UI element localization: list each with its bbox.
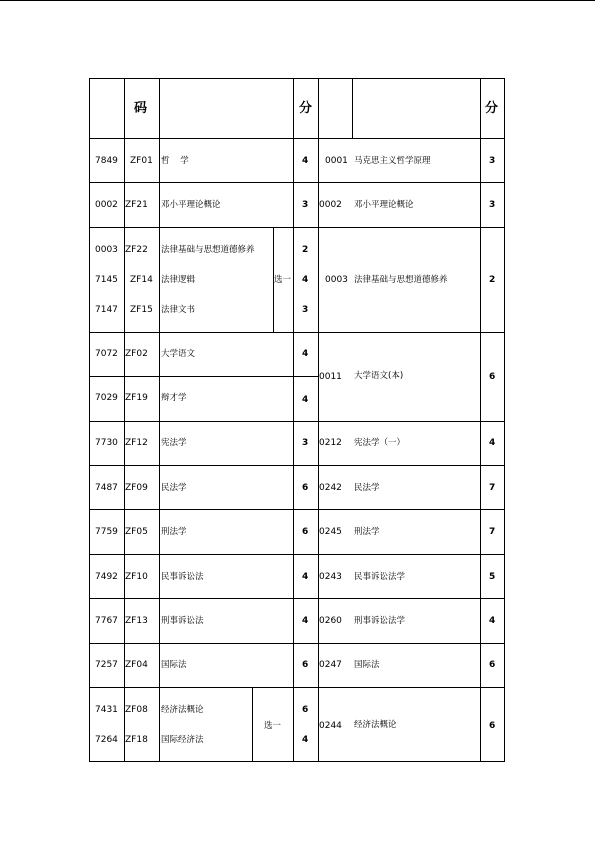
cell-code: ZF14 <box>130 275 153 285</box>
cell-rname: 马克思主义哲学原理 <box>354 156 431 166</box>
cell-rno: 0242 <box>319 483 342 493</box>
cell-credit: 3 <box>302 200 309 210</box>
cell-rno: 0247 <box>319 660 342 670</box>
cell-rno: 0245 <box>319 527 342 537</box>
cell-no: 7487 <box>95 483 118 493</box>
choose-one-divider <box>252 687 253 761</box>
row-line <box>89 182 505 183</box>
table-border-top <box>89 78 505 79</box>
cell-rno: 0003 <box>325 275 348 285</box>
cell-rno: 0243 <box>319 572 342 582</box>
cell-no: 7492 <box>95 572 118 582</box>
cell-rname: 刑事诉讼法学 <box>354 616 406 626</box>
cell-rno: 0001 <box>325 156 348 166</box>
cell-no: 7072 <box>95 349 118 359</box>
cell-code: ZF08 <box>125 705 148 715</box>
cell-no: 7147 <box>95 305 118 315</box>
cell-credit: 4 <box>302 349 309 359</box>
cell-credit: 4 <box>302 156 309 166</box>
col-line <box>159 78 160 762</box>
cell-rno: 0244 <box>319 721 342 731</box>
cell-credit: 6 <box>302 660 309 670</box>
header-credit-left: 分 <box>299 101 313 116</box>
cell-credit: 3 <box>302 305 309 315</box>
cell-name: 经济法概论 <box>161 705 204 715</box>
cell-no: 7145 <box>95 275 118 285</box>
header-code: 码 <box>134 101 148 116</box>
table-border-left <box>89 78 90 762</box>
cell-no: 7759 <box>95 527 118 537</box>
cell-credit: 6 <box>302 705 309 715</box>
row-line <box>89 421 505 422</box>
cell-rcredit: 3 <box>489 156 496 166</box>
header-credit-right: 分 <box>485 101 499 116</box>
cell-rname: 国际法 <box>354 660 380 670</box>
cell-no: 7431 <box>95 705 118 715</box>
cell-no: 7849 <box>95 156 118 166</box>
cell-credit: 4 <box>302 395 309 405</box>
cell-credit: 6 <box>302 527 309 537</box>
row-line <box>89 465 505 466</box>
cell-code: ZF04 <box>125 660 148 670</box>
col-line <box>293 78 294 762</box>
course-equivalence-table <box>89 78 505 762</box>
cell-no: 7264 <box>95 735 118 745</box>
cell-credit: 4 <box>302 572 309 582</box>
row-line <box>89 643 505 644</box>
cell-name: 民法学 <box>161 483 187 493</box>
cell-rcredit: 4 <box>489 438 496 448</box>
cell-name: 法律基础与思想道德修养 <box>161 245 255 255</box>
cell-name: 邓小平理论概论 <box>161 200 221 210</box>
cell-name: 法律逻辑 <box>161 275 196 285</box>
cell-rname: 宪法学（一） <box>354 438 406 448</box>
cell-no: 0002 <box>95 200 118 210</box>
cell-code: ZF01 <box>130 156 153 166</box>
table-border-right <box>504 78 505 762</box>
cell-rno: 0011 <box>319 372 342 382</box>
cell-rcredit: 4 <box>489 616 496 626</box>
cell-code: ZF15 <box>130 305 153 315</box>
cell-credit: 2 <box>302 245 309 255</box>
cell-rcredit: 7 <box>489 483 496 493</box>
cell-rcredit: 6 <box>489 660 496 670</box>
row-line <box>89 227 505 228</box>
cell-name: 国际法 <box>161 660 187 670</box>
cell-name: 民事诉讼法 <box>161 572 204 582</box>
cell-code: ZF13 <box>125 616 148 626</box>
cell-rname: 大学语文(本) <box>354 371 404 381</box>
cell-name: 哲 学 <box>161 156 189 166</box>
cell-rno: 0002 <box>319 200 342 210</box>
cell-code: ZF09 <box>125 483 148 493</box>
cell-rname: 民法学 <box>354 483 380 493</box>
cell-name: 辩才学 <box>161 393 187 403</box>
cell-rcredit: 6 <box>489 372 496 382</box>
row-line <box>89 332 505 333</box>
cell-no: 7767 <box>95 616 118 626</box>
cell-code: ZF21 <box>125 200 148 210</box>
cell-name: 宪法学 <box>161 438 187 448</box>
cell-rname: 刑法学 <box>354 527 380 537</box>
cell-credit: 4 <box>302 735 309 745</box>
col-line <box>352 78 353 138</box>
choose-one-label: 选一 <box>264 721 282 731</box>
cell-credit: 4 <box>302 616 309 626</box>
cell-rcredit: 5 <box>489 572 496 582</box>
cell-no: 7029 <box>95 393 118 403</box>
cell-rcredit: 3 <box>489 200 496 210</box>
cell-code: ZF22 <box>125 245 148 255</box>
row-line <box>89 598 505 599</box>
cell-name: 刑事诉讼法 <box>161 616 204 626</box>
cell-name: 刑法学 <box>161 527 187 537</box>
cell-credit: 6 <box>302 483 309 493</box>
page-top-rule <box>0 0 595 1</box>
cell-rcredit: 7 <box>489 527 496 537</box>
cell-rname: 经济法概论 <box>354 720 397 730</box>
cell-rname: 邓小平理论概论 <box>354 200 414 210</box>
cell-no: 7257 <box>95 660 118 670</box>
cell-rname: 法律基础与思想道德修养 <box>354 275 448 285</box>
cell-name: 国际经济法 <box>161 735 204 745</box>
choose-one-label: 选一 <box>274 275 292 285</box>
cell-credit: 3 <box>302 438 309 448</box>
cell-credit: 4 <box>302 275 309 285</box>
row-line <box>89 687 505 688</box>
cell-rno: 0260 <box>319 616 342 626</box>
cell-rcredit: 6 <box>489 721 496 731</box>
cell-no: 0003 <box>95 245 118 255</box>
cell-code: ZF05 <box>125 527 148 537</box>
cell-code: ZF19 <box>125 393 148 403</box>
cell-rname: 民事诉讼法学 <box>354 572 406 582</box>
cell-name: 法律文书 <box>161 305 196 315</box>
cell-rno: 0212 <box>319 438 342 448</box>
cell-code: ZF02 <box>125 349 148 359</box>
row-line <box>89 554 505 555</box>
table-border-bottom <box>89 761 505 762</box>
cell-code: ZF12 <box>125 438 148 448</box>
cell-code: ZF18 <box>125 735 148 745</box>
cell-name: 大学语文 <box>161 349 196 359</box>
row-line <box>89 509 505 510</box>
cell-rcredit: 2 <box>489 275 496 285</box>
row-line <box>89 138 505 139</box>
col-line <box>480 78 481 762</box>
cell-no: 7730 <box>95 438 118 448</box>
cell-code: ZF10 <box>125 572 148 582</box>
